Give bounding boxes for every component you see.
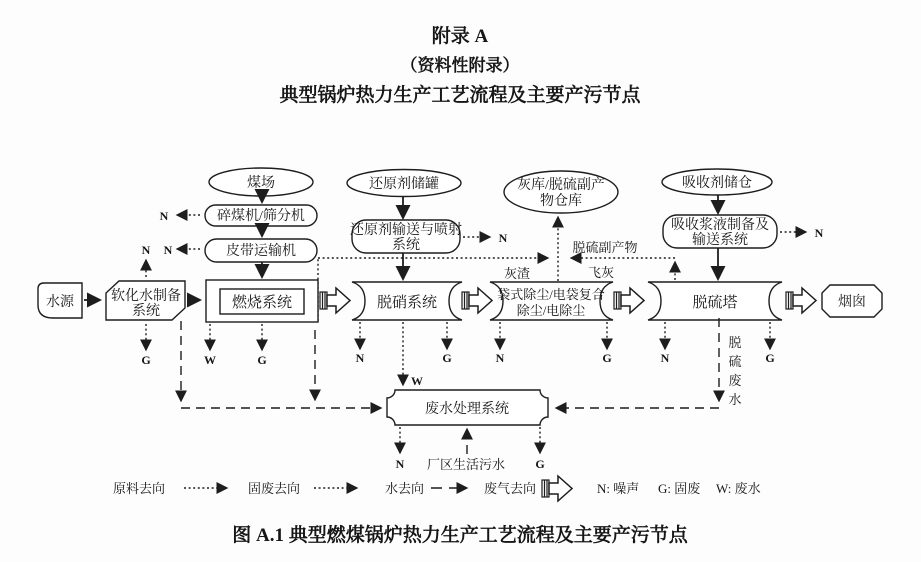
ash-slag-label: 灰渣 [503, 266, 531, 281]
wastewater-marker: W [411, 374, 423, 388]
domestic-sewage-label: 厂区生活污水 [426, 457, 506, 472]
absorbent-silo-label: 吸收剂储仓 [682, 176, 752, 191]
noise-marker: N [395, 457, 405, 471]
solidwaste-marker: G [141, 353, 151, 367]
legend [113, 476, 761, 501]
legend-noise-key: N: 噪声 [597, 481, 640, 496]
belt-conveyor-label: 皮带运输机 [226, 244, 296, 259]
crusher-label: 碎煤机/筛分机 [217, 209, 305, 224]
denitration-label: 脱硝系统 [376, 295, 438, 311]
ash-store-label-1: 灰库/脱硫副产 [517, 178, 605, 193]
legend-solid-key: G: 固废 [658, 481, 701, 496]
combustion-label: 燃烧系统 [231, 295, 293, 311]
water-source-label: 水源 [46, 295, 74, 310]
noise-marker: N [159, 209, 169, 223]
ash-store-label-2: 物仓库 [540, 194, 582, 209]
chimney-label: 烟囱 [838, 295, 866, 310]
solidwaste-marker: G [765, 351, 775, 365]
legend-solid-waste-label: 固废去向 [248, 481, 301, 496]
coal-yard-label: 煤场 [247, 176, 275, 191]
legend-waste-gas-label: 废气去向 [484, 481, 537, 496]
figure-caption: 图 A.1 典型燃煤锅炉热力生产工艺流程及主要产污节点 [232, 525, 688, 546]
legend-raw-material-label: 原料去向 [113, 481, 166, 496]
noise-marker: N [660, 351, 670, 365]
dedust-label-2: 除尘/电除尘 [516, 303, 586, 318]
soft-water-label-1: 软化水制备 [111, 289, 181, 304]
soft-water-label-2: 系统 [132, 304, 160, 319]
solidwaste-marker: G [442, 351, 452, 365]
reductant-tank-label: 还原剂储罐 [369, 177, 439, 192]
noise-marker: N [495, 351, 505, 365]
flue-gas-arrow [462, 288, 492, 313]
flue-gas-arrow [614, 288, 644, 313]
legend-waste-gas-arrow [542, 476, 572, 501]
solidwaste-marker: G [257, 353, 267, 367]
desulf-wastewater-label: 废 [728, 373, 742, 388]
dedust-label-1: 袋式除尘/电袋复合 [497, 287, 605, 302]
solidwaste-marker: G [535, 457, 545, 471]
slurry-system-label-1: 吸收浆液制备及 [671, 218, 769, 233]
reductant-system-label-1: 还原剂输送与喷射 [350, 223, 462, 238]
slurry-system-label-2: 输送系统 [692, 233, 748, 248]
flue-gas-arrow [786, 288, 816, 313]
reductant-system-label-2: 系统 [392, 238, 420, 253]
appendix-subtitle: （资料性附录） [400, 56, 520, 75]
fly-ash-label: 飞灰 [587, 265, 615, 280]
desulf-wastewater-label: 硫 [728, 354, 742, 369]
wastewater-marker: W [204, 353, 216, 367]
flue-gas-arrow [320, 288, 350, 313]
desulf-wastewater-label: 水 [728, 392, 742, 407]
desulf-wastewater-label: 脱 [728, 335, 742, 350]
noise-marker: N [141, 243, 151, 257]
noise-marker: N [163, 243, 173, 257]
appendix-title: 附录 A [431, 26, 489, 47]
desulfur-tower-label: 脱硫塔 [692, 295, 738, 311]
solidwaste-marker: G [602, 351, 612, 365]
legend-wastewater-key: W: 废水 [716, 481, 761, 496]
noise-marker: N [814, 226, 824, 240]
diagram-title: 典型锅炉热力生产工艺流程及主要产污节点 [279, 85, 641, 106]
wastewater-plant-label: 废水处理系统 [425, 402, 509, 417]
legend-water-label: 水去向 [385, 481, 425, 496]
noise-marker: N [355, 351, 365, 365]
desulf-byproduct-label: 脱硫副产物 [572, 240, 638, 255]
noise-marker: N [498, 231, 508, 245]
